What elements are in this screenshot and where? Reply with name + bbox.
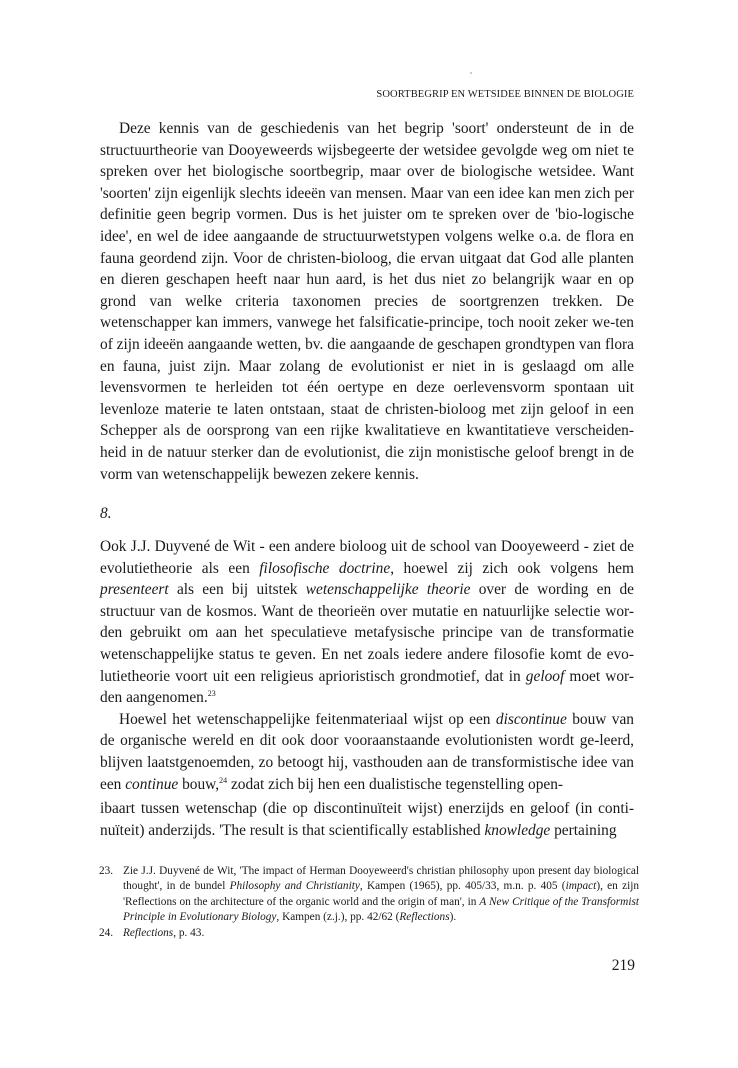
footnote-24-text [123,926,639,941]
p2-part-g: over de wording en de structuur van de kosmos. Want de theorieën over mutatie en natuurlijke selectie wor-den gebruikt om aan het speculatieve metafysische principe van de transformatie wetenschappelijke status te geven. En net zoals iedere andere filosofie komt de evo-lutietheorie voort uit een religieus aprioristisch grondmotief, dat in [100,581,634,685]
footnote-ref-23[interactable]: 23 [207,689,216,699]
p2-part-i: moet wor-den aangenomen. [100,667,634,707]
fn23-h: Reflections [399,911,450,924]
paragraph-1-text: Deze kennis van de geschiedenis van het begrip 'soort' ondersteunt de in de structuurtheorie van Dooyeweerds wijsbegeerte der wetsidee gevolgde weg om niet te spreken over het biologische soortbegrip, maar over de biologische wetsidee. Want 'soorten' zijn eigenlijk slechts ideeën van mensen. Maar van een idee kan men zich per definitie geen begrip vormen. Dus is het juister om te spreken over de 'bio-logische idee', en wel de idee aangaande de structuurwetstypen volgens welke o.a. de flora en fauna geordend zijn. Voor de christen-bioloog, die ervan uitgaat dat God alle planten en dieren geschapen heeft naar hun aard, is het dus niet zo belangrijk waar en op grond van welke criteria taxonomen precies de soortgrenzen trekken. De wetenschapper kan immers, vanwege het falsificatie-principe, toch nooit zeker we-ten of zijn ideeën aangaande wetten, bv. die aangaande de geschapen grondtypen van flora en fauna, juist zijn. Maar zolang de evolutionist er niet in is geslaagd om alle levensvormen te herleiden tot één oertype en deze oerlevensvorm spontaan uit levenloze materie te laten ontstaan, staat de christen-bioloog met zijn geloof in een Schepper als de oorsprong van een rijke kwalitatieve en kwantitatieve verscheiden-heid in de natuur sterker dan de evolutionist, die zijn monistische geloof brengt in de vorm van wetenschappelijk bewezen zekere kennis. [100,120,635,483]
paragraph-1 [100,118,634,485]
p3-part-a: Hoewel het wetenschappelijke feitenmateriaal wijst op een [119,710,496,728]
p2-part-c: , hoewel zij zich ook volgens hem [390,559,634,577]
fn23-e: ), en zijn 'Reflections on the architecture of the organic world and the origin of man', in [123,880,640,908]
paragraph-3 [100,709,634,795]
p2-italic-geloof: geloof [525,667,565,685]
p2-italic-doctrine: filosofische doctrine [259,559,391,577]
fn23-b: Philosophy and Christianity [229,880,360,893]
paragraph-4 [100,798,634,841]
fn23-i: ). [449,911,457,924]
footnotes [99,864,639,941]
p3-part-f: zodat zich bij hen een dualistische tegenstelling open- [227,775,564,793]
running-head: SOORTBEGRIP EN WETSIDEE BINNEN DE BIOLOGIE [376,89,634,100]
fn23-a: Zie J.J. Duyvené de Wit, 'The impact of Herman Dooyeweerd's christian philosophy upon present day biological thought', in de bundel [123,865,639,893]
p2-part-a: Ook J.J. Duyvené de Wit - een andere bioloog uit de school van Dooyeweerd - ziet de evolutietheorie als een [100,538,634,577]
footnote-23 [99,864,639,926]
fn23-c: , Kampen (1965), pp. 405/33, m.n. p. 405 ( [359,880,566,893]
p4-part-c: pertaining [550,821,617,839]
p2-italic-theorie: wetenschappelijke theorie [305,581,471,599]
fn24-b: , p. 43. [173,926,205,939]
p3-part-e: bouw, [178,775,220,793]
footnote-ref-24[interactable]: 24 [219,775,228,785]
p4-part-a: ibaart tussen wetenschap (die op discontinuïteit wijst) enerzijds en geloof (in conti-nuïteit) anderzijds. 'The result is that scientifically established [100,800,634,839]
p3-part-c: bouw van de organische wereld en dit ook door vooraanstaande evolutionisten wordt ge-leerd, blijven laatstgenoemden, zo betoogt hij, vasthouden aan de transformistische idee van een [100,710,634,793]
paragraph-2 [100,536,634,709]
p2-part-e: als een bij uitstek [168,581,306,599]
footnote-23-number: 23. [99,865,114,877]
scan-speck [470,72,472,74]
footnote-23-text [123,864,639,926]
p4-italic-knowledge: knowledge [484,821,551,839]
p2-italic-presenteert: presenteert [100,581,169,599]
section-number: 8. [100,505,112,522]
p3-italic-discontinue: discontinue [495,710,567,728]
page-number: 219 [611,957,635,974]
paragraph-2-block [100,536,634,795]
fn23-f: A New Critique of the Transformist Principle in Evolutionary Biology [123,895,639,924]
footnote-24-number: 24. [99,926,114,939]
footnote-24 [99,926,639,941]
fn23-d: impact [565,880,597,893]
paragraph-4-block [100,798,634,841]
fn24-a: Reflections [123,926,174,939]
fn23-g: , Kampen (z.j.), pp. 42/62 ( [276,911,400,924]
p3-italic-continue: continue [125,775,179,793]
